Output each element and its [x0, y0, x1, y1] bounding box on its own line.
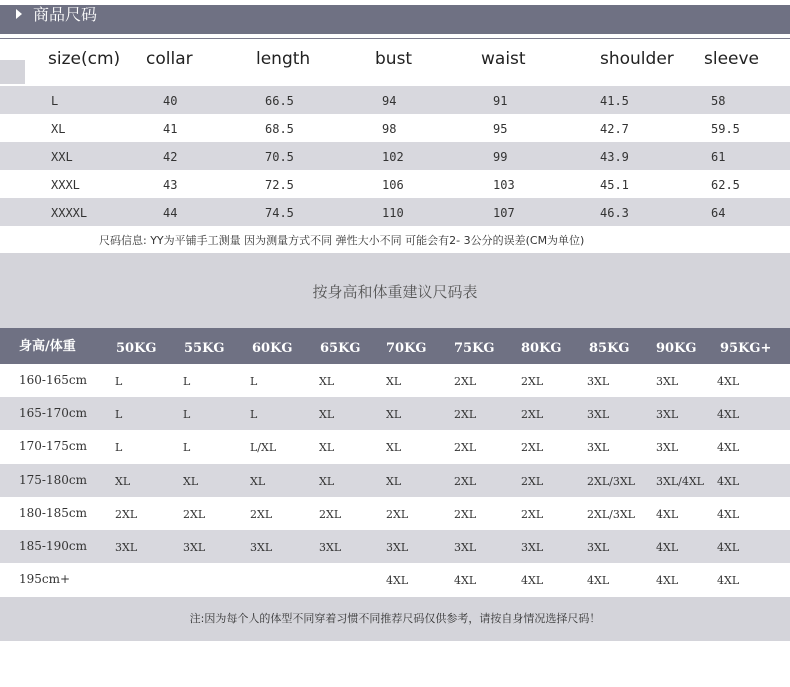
- weight-column-header: 90KG: [656, 341, 697, 356]
- weight-column-header: 80KG: [521, 341, 562, 356]
- section-header-bar: [0, 5, 790, 34]
- height-label-cell: 165-170cm: [19, 406, 87, 420]
- size-value-cell: 42: [163, 150, 178, 164]
- size-value-cell: 95: [493, 122, 508, 136]
- size-value-cell: 70.5: [265, 150, 294, 164]
- size-value-cell: 68.5: [265, 122, 294, 136]
- size-recommendation-cell: 3XL: [319, 541, 342, 554]
- size-recommendation-cell: XL: [115, 475, 131, 488]
- size-value-cell: 41: [163, 122, 178, 136]
- size-value-cell: 102: [382, 150, 404, 164]
- size-recommendation-cell: XL: [319, 408, 335, 421]
- size-column-header: waist: [481, 49, 526, 69]
- size-recommendation-cell: L: [183, 441, 191, 454]
- size-recommendation-cell: 2XL: [115, 508, 138, 521]
- size-value-cell: 43: [163, 178, 178, 192]
- size-recommendation-cell: 2XL: [521, 508, 544, 521]
- size-recommendation-cell: XL: [319, 375, 335, 388]
- size-recommendation-cell: 4XL: [717, 408, 740, 421]
- size-recommendation-cell: L: [250, 375, 258, 388]
- size-value-cell: 74.5: [265, 206, 294, 220]
- size-recommendation-cell: 2XL: [250, 508, 273, 521]
- size-label-cell: L: [51, 94, 59, 108]
- size-recommendation-cell: 4XL: [717, 375, 740, 388]
- size-value-cell: 64: [711, 206, 726, 220]
- size-recommendation-cell: 2XL: [454, 508, 477, 521]
- size-recommendation-cell: 4XL: [386, 574, 409, 587]
- size-recommendation-cell: L: [250, 408, 258, 421]
- triangle-right-icon: [16, 9, 22, 19]
- size-recommendation-cell: 3XL: [454, 541, 477, 554]
- size-value-cell: 91: [493, 94, 508, 108]
- size-recommendation-cell: 3XL: [587, 541, 610, 554]
- size-value-cell: 62.5: [711, 178, 740, 192]
- size-recommendation-cell: XL: [319, 475, 335, 488]
- size-recommendation-cell: 4XL: [717, 574, 740, 587]
- size-label-cell: XXXXL: [51, 206, 88, 220]
- size-recommendation-cell: 4XL: [717, 475, 740, 488]
- weight-column-header: 55KG: [184, 341, 225, 356]
- size-recommendation-cell: 3XL: [587, 375, 610, 388]
- weight-column-header: 50KG: [116, 341, 157, 356]
- size-recommendation-cell: 3XL: [656, 408, 679, 421]
- size-column-header: size(cm): [48, 49, 121, 69]
- size-recommendation-cell: XL: [386, 375, 402, 388]
- size-value-cell: 106: [382, 178, 404, 192]
- size-recommendation-cell: 2XL: [521, 441, 544, 454]
- size-column-header: collar: [146, 49, 193, 69]
- size-recommendation-cell: XL: [250, 475, 266, 488]
- size-recommendation-cell: L/XL: [250, 441, 277, 454]
- size-value-cell: 107: [493, 206, 515, 220]
- size-value-cell: 40: [163, 94, 178, 108]
- size-recommendation-cell: 3XL: [183, 541, 206, 554]
- size-recommendation-cell: 4XL: [717, 508, 740, 521]
- section-title: 商品尺码: [33, 5, 98, 24]
- size-recommendation-cell: L: [115, 408, 123, 421]
- size-recommendation-cell: L: [115, 441, 123, 454]
- size-column-header: bust: [375, 49, 413, 69]
- size-recommendation-cell: 3XL: [587, 441, 610, 454]
- size-recommendation-cell: XL: [319, 441, 335, 454]
- height-label-cell: 160-165cm: [19, 373, 87, 387]
- size-column-header: shoulder: [600, 49, 674, 69]
- size-recommendation-cell: 2XL: [454, 375, 477, 388]
- size-recommendation-cell: XL: [183, 475, 199, 488]
- size-label-cell: XL: [51, 122, 66, 136]
- size-recommendation-cell: 2XL: [521, 475, 544, 488]
- size-recommendation-cell: 3XL: [250, 541, 273, 554]
- size-recommendation-cell: 4XL: [656, 574, 679, 587]
- size-recommendation-cell: 4XL: [656, 541, 679, 554]
- size-recommendation-cell: 3XL: [386, 541, 409, 554]
- size-value-cell: 44: [163, 206, 178, 220]
- size-recommendation-cell: 3XL: [656, 375, 679, 388]
- size-value-cell: 110: [382, 206, 404, 220]
- size-value-cell: 103: [493, 178, 515, 192]
- size-recommendation-cell: 2XL: [454, 408, 477, 421]
- size-column-header: sleeve: [704, 49, 760, 69]
- size-value-cell: 66.5: [265, 94, 294, 108]
- size-label-cell: XXL: [51, 150, 73, 164]
- size-recommendation-cell: L: [183, 408, 191, 421]
- size-value-cell: 61: [711, 150, 726, 164]
- size-recommendation-cell: 4XL: [717, 441, 740, 454]
- size-recommendation-cell: XL: [386, 408, 402, 421]
- size-recommendation-cell: 3XL: [656, 441, 679, 454]
- size-recommendation-cell: 2XL: [386, 508, 409, 521]
- size-recommendation-cell: L: [115, 375, 123, 388]
- size-value-cell: 41.5: [600, 94, 629, 108]
- size-note: 尺码信息: YY为平铺手工测量 因为测量方式不同 弹性大小不同 可能会有2- 3公分的误差(CM为单位): [99, 234, 585, 247]
- size-recommendation-cell: 4XL: [521, 574, 544, 587]
- size-recommendation-cell: 4XL: [454, 574, 477, 587]
- size-value-cell: 99: [493, 150, 508, 164]
- height-label-cell: 185-190cm: [19, 539, 87, 553]
- height-label-cell: 170-175cm: [19, 439, 87, 453]
- size-recommendation-cell: 3XL: [115, 541, 138, 554]
- size-value-cell: 45.1: [600, 178, 629, 192]
- size-value-cell: 46.3: [600, 206, 629, 220]
- height-label-cell: 175-180cm: [19, 473, 87, 487]
- weight-column-header: 70KG: [386, 341, 427, 356]
- size-value-cell: 72.5: [265, 178, 294, 192]
- height-label-cell: 180-185cm: [19, 506, 87, 520]
- recommend-title: 按身高和体重建议尺码表: [312, 283, 478, 301]
- size-recommendation-cell: 4XL: [587, 574, 610, 587]
- size-value-cell: 94: [382, 94, 397, 108]
- header-edge-decoration: [0, 60, 25, 84]
- weight-column-header: 75KG: [454, 341, 495, 356]
- height-label-cell: 195cm+: [19, 572, 71, 586]
- size-value-cell: 59.5: [711, 122, 740, 136]
- size-recommendation-cell: 2XL: [183, 508, 206, 521]
- size-value-cell: 98: [382, 122, 397, 136]
- size-recommendation-cell: 2XL: [521, 375, 544, 388]
- size-recommendation-cell: 2XL/3XL: [587, 508, 635, 521]
- size-recommendation-cell: 2XL: [521, 408, 544, 421]
- size-value-cell: 58: [711, 94, 726, 108]
- size-recommendation-cell: XL: [386, 475, 402, 488]
- size-recommendation-cell: 2XL: [454, 475, 477, 488]
- size-recommendation-cell: 4XL: [717, 541, 740, 554]
- height-weight-header: 身高/体重: [19, 339, 76, 354]
- weight-column-header: 65KG: [320, 341, 361, 356]
- size-value-cell: 42.7: [600, 122, 629, 136]
- size-recommendation-cell: 3XL/4XL: [656, 475, 704, 488]
- size-recommendation-cell: L: [183, 375, 191, 388]
- size-recommendation-cell: 3XL: [587, 408, 610, 421]
- size-recommendation-cell: 4XL: [656, 508, 679, 521]
- size-label-cell: XXXL: [51, 178, 80, 192]
- size-recommendation-cell: 2XL/3XL: [587, 475, 635, 488]
- size-recommendation-cell: 3XL: [521, 541, 544, 554]
- weight-column-header: 95KG+: [720, 341, 772, 356]
- weight-column-header: 60KG: [252, 341, 293, 356]
- size-recommendation-cell: 2XL: [319, 508, 342, 521]
- size-value-cell: 43.9: [600, 150, 629, 164]
- weight-column-header: 85KG: [589, 341, 630, 356]
- recommend-note: 注:因为每个人的体型不同穿着习惯不同推荐尺码仅供参考，请按自身情况选择尺码！: [189, 612, 601, 625]
- size-column-header: length: [256, 49, 311, 69]
- size-recommendation-cell: XL: [386, 441, 402, 454]
- size-recommendation-cell: 2XL: [454, 441, 477, 454]
